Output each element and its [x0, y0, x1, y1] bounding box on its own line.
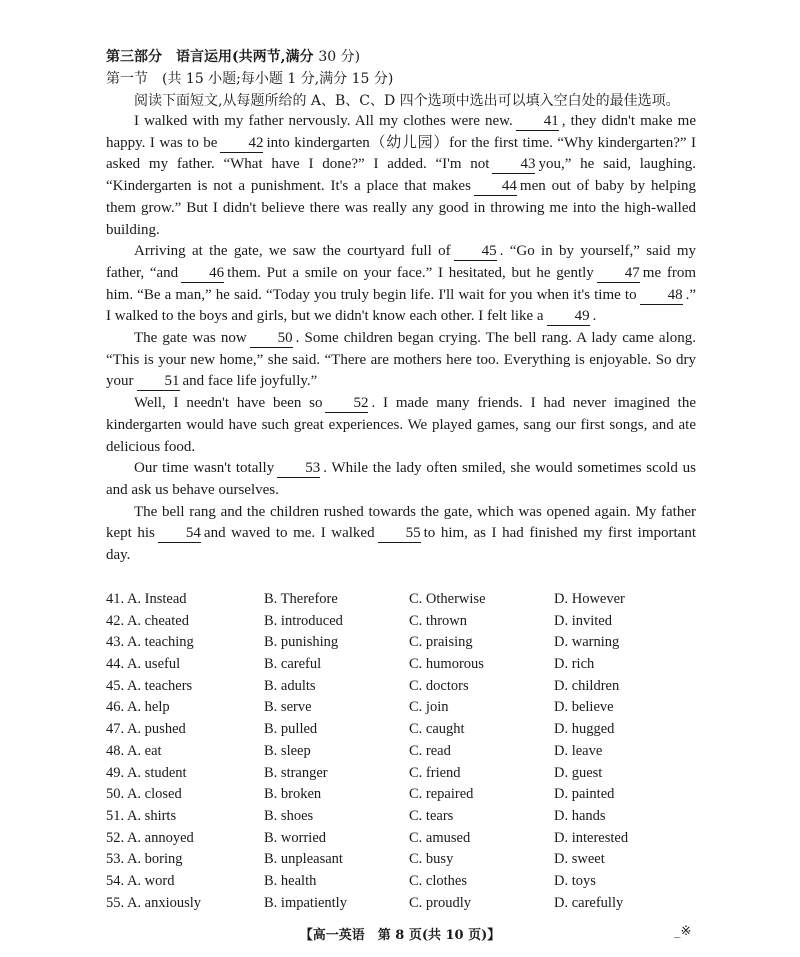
option-b: B. careful — [264, 656, 322, 673]
passage-text: . — [592, 308, 597, 325]
option-c: C. praising — [409, 634, 473, 651]
passage-text: you,” he said, laughing. “Kindergarten is not a punishment. It's a place that makes — [106, 156, 696, 195]
option-row-44 — [106, 654, 706, 676]
option-a: 55. A. anxiously — [106, 894, 202, 911]
option-c: C. tears — [409, 807, 454, 824]
option-a: 49. A. student — [106, 764, 187, 781]
option-row-53 — [106, 849, 706, 871]
blank-46: 46 — [181, 265, 224, 283]
passage-text: into kindergarten（幼儿园）for the first time. “Why kindergarten?” I asked my father. “What have I done?” I added. “I'm not — [106, 134, 696, 173]
option-row-50 — [106, 784, 706, 806]
passage-text: .” I walked to the boys and girls, but we didn't know each other. I felt like a — [106, 286, 696, 325]
option-a: 46. A. help — [106, 699, 170, 716]
option-row-49 — [106, 763, 706, 785]
option-a: 52. A. annoyed — [106, 829, 194, 846]
passage-text: me from him. “Be a man,” he said. “Today you truly begin life. I'll wait for you when it's time to — [106, 264, 697, 303]
option-a: 54. A. word — [106, 872, 175, 889]
option-c: C. join — [409, 699, 449, 716]
passage-text: and face life joyfully.” — [182, 373, 318, 390]
option-c: C. clothes — [409, 872, 467, 889]
passage-text: . I made many friends. I had never imagined the kindergarten would have such great experiences. We played games, sang our first songs, and ate delicious food. — [106, 395, 696, 455]
blank-53: 53 — [277, 460, 320, 478]
option-a: 44. A. useful — [106, 656, 181, 673]
page-footer: 【高一英语 第 8 页(共 10 页)】 — [299, 928, 501, 943]
cloze-passage — [106, 111, 696, 567]
option-d: D. warning — [554, 634, 620, 651]
blank-43: 43 — [492, 156, 535, 174]
section-title: 第一节 (共 15 小题;每小题 1 分,满分 15 分) — [106, 71, 394, 87]
option-a: 48. A. eat — [106, 742, 162, 759]
option-row-54 — [106, 871, 706, 893]
option-b: B. worried — [264, 829, 327, 846]
paragraph-5 — [106, 458, 696, 501]
option-c: C. amused — [409, 829, 471, 846]
blank-52: 52 — [325, 395, 368, 413]
option-d: D. guest — [554, 764, 603, 781]
option-c: C. doctors — [409, 677, 469, 694]
option-d: D. hands — [554, 807, 606, 824]
instructions: 阅读下面短文,从每题所给的 A、B、C、D 四个选项中选出可以填入空白处的最佳选项。 — [134, 93, 680, 109]
option-c: C. humorous — [409, 656, 484, 673]
option-d: D. believe — [554, 699, 614, 716]
blank-50: 50 — [250, 330, 293, 348]
option-b: B. pulled — [264, 721, 318, 738]
option-b: B. serve — [264, 699, 312, 716]
passage-text: , they didn't make me happy. I was to be — [106, 113, 696, 151]
option-c: C. proudly — [409, 894, 472, 911]
blank-47: 47 — [597, 265, 640, 283]
option-d: D. painted — [554, 786, 615, 803]
option-d: D. carefully — [554, 894, 624, 911]
option-d: D. sweet — [554, 851, 605, 868]
option-d: D. hugged — [554, 721, 615, 738]
passage-text: men out of baby by helping them grow.” But I didn't believe there was really any good in throwing me into the high-walled building. — [106, 178, 696, 238]
part-title-score: 30 分) — [318, 49, 361, 65]
option-c: C. friend — [409, 764, 461, 781]
option-row-41 — [106, 589, 706, 611]
corner-mark: _※ — [674, 924, 692, 939]
answer-options — [106, 589, 706, 914]
option-c: C. repaired — [409, 786, 474, 803]
blank-51: 51 — [137, 373, 180, 391]
option-d: D. children — [554, 677, 620, 694]
option-row-52 — [106, 828, 706, 850]
option-d: D. toys — [554, 872, 596, 889]
option-row-45 — [106, 676, 706, 698]
option-b: B. introduced — [264, 612, 343, 629]
passage-text: Well, I needn't have been so — [134, 395, 323, 412]
option-row-42 — [106, 611, 706, 633]
option-b: B. impatiently — [264, 894, 347, 911]
passage-text: them. Put a smile on your face.” I hesitated, but he gently — [227, 264, 594, 281]
paragraph-3 — [106, 328, 696, 393]
option-c: C. busy — [409, 851, 454, 868]
option-a: 53. A. boring — [106, 851, 183, 868]
part-title-text: 第三部分 语言运用(共两节,满分 — [106, 49, 314, 65]
option-d: D. However — [554, 591, 625, 607]
option-d: D. interested — [554, 829, 629, 846]
part-title — [106, 46, 360, 66]
option-a: 42. A. cheated — [106, 612, 189, 629]
option-row-46 — [106, 697, 706, 719]
option-a: 41. A. Instead — [106, 591, 187, 607]
passage-text: and waved to me. I walked — [203, 525, 375, 542]
option-b: B. adults — [264, 677, 316, 694]
option-b: B. sleep — [264, 742, 311, 759]
option-a: 50. A. closed — [106, 786, 182, 803]
option-a: 51. A. shirts — [106, 807, 177, 824]
option-a: 47. A. pushed — [106, 721, 186, 738]
option-c: C. read — [409, 742, 451, 759]
passage-text: . Some children began crying. The bell rang. A lady came along. “This is your new home,” she said. “There are mothers here too. Everything is enjoyable. So dry your — [106, 330, 696, 390]
blank-44: 44 — [474, 178, 517, 196]
paragraph-4 — [106, 393, 696, 458]
passage-text: . While the lady often smiled, she would sometimes scold us and ask us behave ourselves. — [106, 460, 696, 498]
blank-48: 48 — [640, 287, 683, 305]
blank-45: 45 — [454, 243, 497, 261]
option-b: B. health — [264, 872, 317, 889]
option-b: B. stranger — [264, 764, 328, 781]
passage-text: to him, as I had finished my first important day. — [106, 525, 696, 564]
option-c: C. Otherwise — [409, 591, 486, 607]
option-d: D. rich — [554, 656, 595, 673]
option-c: C. thrown — [409, 612, 467, 629]
option-row-43 — [106, 632, 706, 654]
passage-text: Arriving at the gate, we saw the courtyard full of — [134, 243, 451, 260]
option-b: B. punishing — [264, 634, 339, 651]
passage-text: The bell rang and the children rushed towards the gate, which was opened again. My father kept his — [106, 503, 696, 542]
option-row-51 — [106, 806, 706, 828]
option-b: B. unpleasant — [264, 851, 343, 868]
option-b: B. shoes — [264, 807, 314, 824]
passage-text: The gate was now — [134, 330, 247, 347]
option-row-47 — [106, 719, 706, 741]
blank-55: 55 — [378, 525, 421, 543]
blank-54: 54 — [158, 525, 201, 543]
option-a: 43. A. teaching — [106, 634, 194, 651]
option-d: D. invited — [554, 612, 612, 629]
option-b: B. Therefore — [264, 591, 338, 607]
option-row-48 — [106, 741, 706, 763]
paragraph-6 — [106, 502, 696, 567]
option-row-55 — [106, 893, 706, 915]
passage-text: . “Go in by yourself,” said my father, “and — [106, 243, 696, 281]
option-d: D. leave — [554, 742, 603, 759]
blank-42: 42 — [220, 135, 263, 153]
blank-49: 49 — [547, 308, 590, 326]
blank-41: 41 — [516, 113, 559, 131]
paragraph-2 — [106, 241, 696, 328]
passage-text: Our time wasn't totally — [134, 460, 275, 477]
option-a: 45. A. teachers — [106, 677, 193, 694]
option-b: B. broken — [264, 786, 322, 803]
passage-text: I walked with my father nervously. All my clothes were new. — [134, 113, 513, 129]
paragraph-1 — [106, 111, 696, 241]
option-c: C. caught — [409, 721, 465, 738]
